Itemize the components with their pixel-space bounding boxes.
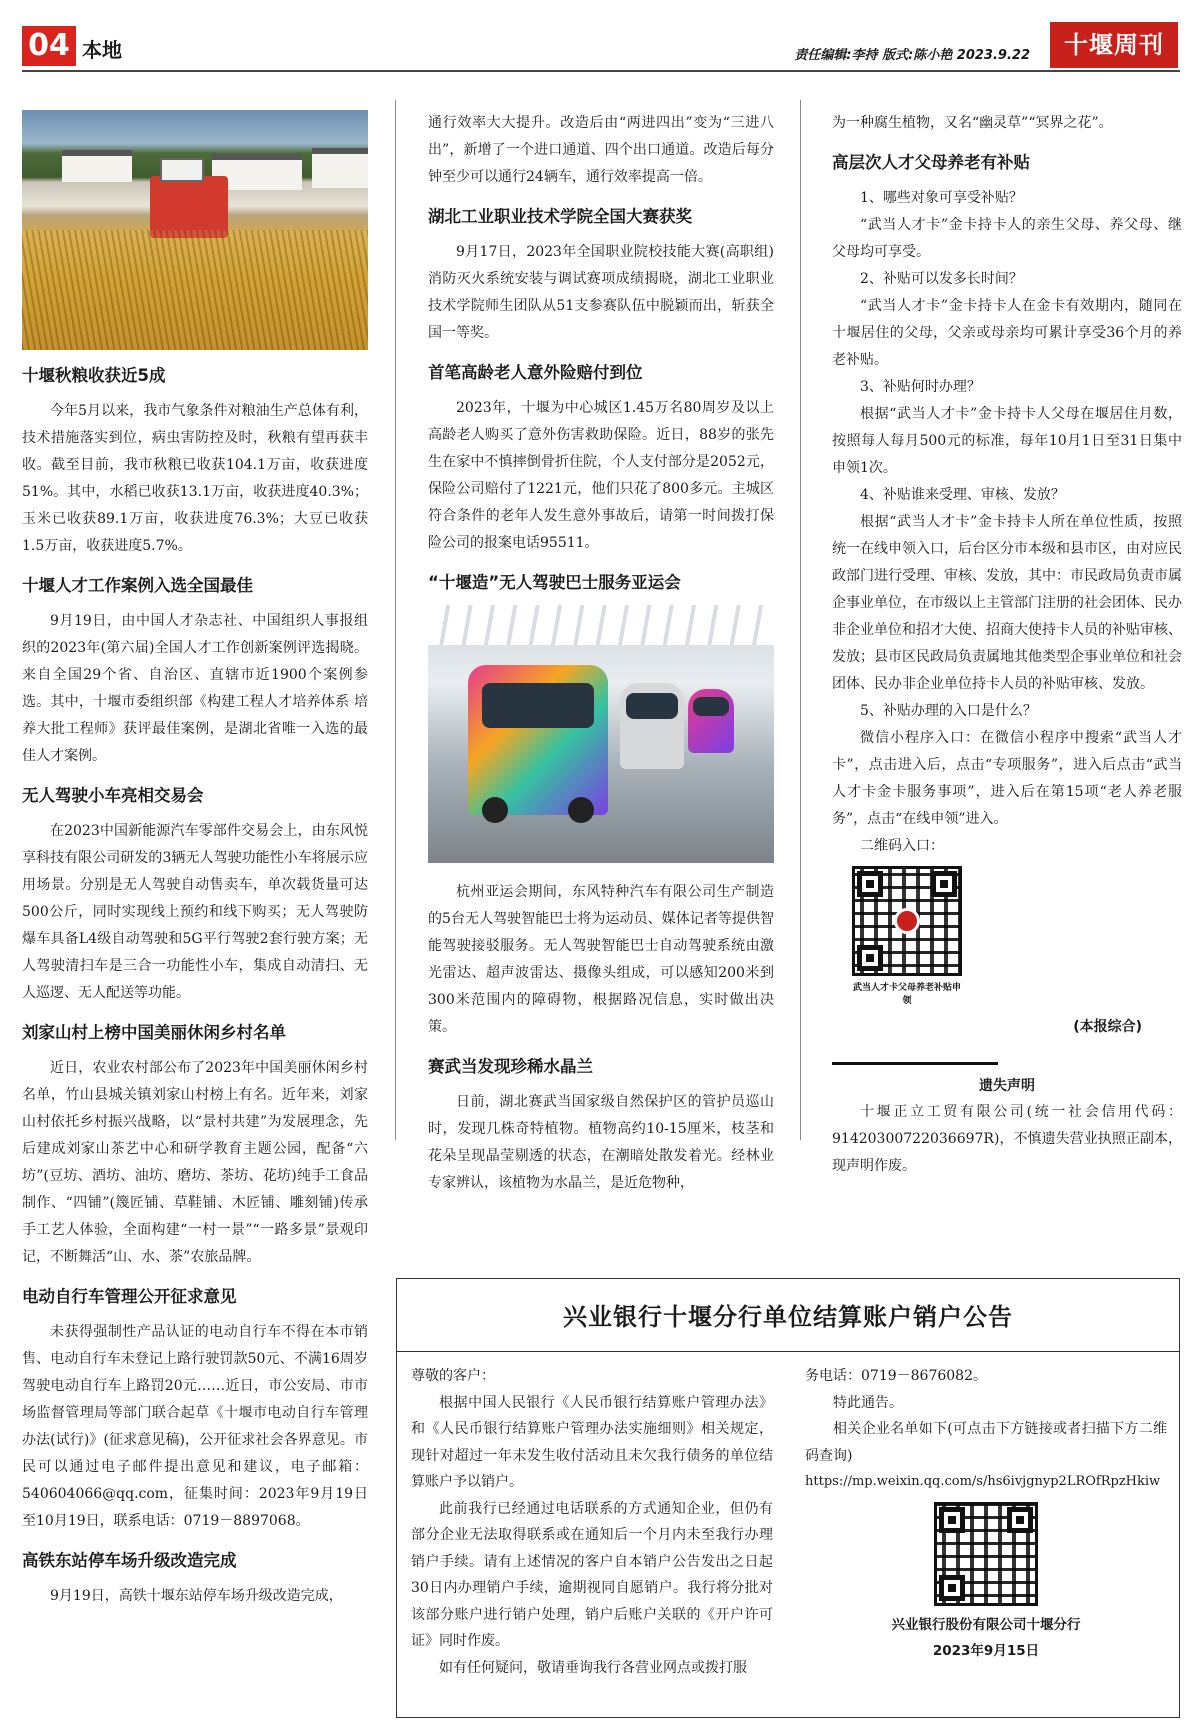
subsidy-answer: 根据“武当人才卡”金卡持卡人父母在堰居住月数，按照每人每月500元的标准，每年10月1日至31日集中申领1次。 <box>832 406 1182 476</box>
bank-link[interactable]: https://mp.weixin.qq.com/s/hs6ivjgnyp2LROfRpzHkiw <box>805 1474 1161 1489</box>
harvester-shape <box>150 176 228 238</box>
article-body: 今年5月以来，我市气象条件对粮油生产总体有利，技术措施落实到位，病虫害防控及时，秋粮有望再获丰收。截至目前，我市秋粮已收获104.1万亩，收获进度51%。其中，水稻已收获13.1万亩，收获进度40.3%；玉米已收获89.1万亩，收获进度76.3%；大豆已收获1.5万亩，收获进度5.7%。 <box>22 403 368 554</box>
bank-greeting: 尊敬的客户： <box>411 1368 495 1384</box>
notice-rule <box>832 1062 998 1065</box>
lost-notice-body: 十堰正立工贸有限公司(统一社会信用代码：91420300722036697R)，不慎遗失营业执照正副本，现声明作废。 <box>832 1104 1182 1174</box>
article-title: 刘家山村上榜中国美丽休闲乡村名单 <box>22 1023 286 1042</box>
article-title: 十堰秋粮收获近5成 <box>22 366 166 385</box>
bank-title-rule <box>397 1351 1179 1352</box>
article-body: 日前，湖北赛武当国家级自然保护区的管护员巡山时，发现几株奇特植物。植物高约10-15厘米，枝茎和花朵呈现晶莹剔透的状态，在潮暗处散发着光。经林业专家辨认，该植物为水晶兰，是近危物种， <box>428 1094 774 1191</box>
seal-icon <box>894 908 920 934</box>
bank-paragraph: 此前我行已经通过电话联系的方式通知企业，但仍有部分企业无法取得联系或在通知后一个月内未至我行办理销户手续。请有上述情况的客户自本销户公告发出之日起30日内办理销户手续，逾期视同自愿销户。我行将分批对该部分账户进行销户处理，销户后账户关联的《开户许可证》同时作废。 <box>411 1500 773 1649</box>
article-body: 通行效率大大提升。改造后由“两进四出”变为“三进八出”，新增了一个进口通道、四个出口通道。改造后每分钟至少可以通行24辆车，通行效率提高一倍。 <box>428 115 774 185</box>
article-body: 杭州亚运会期间，东风特种汽车有限公司生产制造的5台无人驾驶智能巴士将为运动员、媒体记者等提供智能驾驶接驳服务。无人驾驶智能巴士自动驾驶系统由激光雷达、超声波雷达、摄像头组成，可以感知200米到300米范围内的障碍物，根据路况信息，实时做出决策。 <box>428 884 774 1035</box>
bank-paragraph: 相关企业名单如下(可点击下方链接或者扫描下方二维码查询) <box>805 1421 1167 1464</box>
bank-signature-org: 兴业银行股份有限公司十堰分行 <box>891 1616 1081 1633</box>
column-2 <box>428 110 774 1197</box>
article-title: 高铁东站停车场升级改造完成 <box>22 1551 237 1570</box>
subsidy-qr-label: 二维码入口： <box>860 838 944 854</box>
article-title: 湖北工业职业技术学院全国大赛获奖 <box>428 207 692 226</box>
bank-paragraph: 务电话：0719－8676082。 <box>805 1368 987 1384</box>
article-body: 2023年，十堰为中心城区1.45万名80周岁及以上高龄老人购买了意外伤害救助保险。近日，88岁的张先生在家中不慎摔倒骨折住院，个人支付部分是2052元，保险公司赔付了1221元，他们只花了800多元。主城区符合条件的老年人发生意外事故后，请第一时间拨打保险公司的报案电话95511。 <box>428 400 774 551</box>
subsidy-answer: 根据“武当人才卡”金卡持卡人所在单位性质，按照统一在线申领入口，后台区分市本级和县市区，由对应民政部门进行受理、审核、发放，其中：市民政局负责市属企事业单位，在市级以上主管部门注册的社会团体、民办非企业单位和招才大使、招商大使持卡人员的补贴审核、发放；县市区民政局负责属地其他类型企事业单位和社会团体、民办非企业单位持卡人员的补贴审核、发放。 <box>832 514 1182 692</box>
column-divider-1 <box>395 100 396 1140</box>
subsidy-question: 2、补贴可以发多长时间？ <box>860 271 1023 287</box>
article-title: 十堰人才工作案例入选全国最佳 <box>22 576 253 595</box>
article-body: 9月19日，由中国人才杂志社、中国组织人事报组织的2023年(第六届)全国人才工作创新案例评选揭晓。来自全国29个省、自治区、直辖市近1900个案例参选。其中，十堰市委组织部《构建工程人才培养体系 培养大批工程师》获评最佳案例，是湖北省唯一入选的最佳人才案例。 <box>22 613 368 764</box>
editor-line: 责任编辑:李持 版式:陈小艳 2023.9.22 <box>794 48 1030 63</box>
bank-paragraph: 如有任何疑问，敬请垂询我行各营业网点或拨打服 <box>439 1659 747 1676</box>
bank-announcement-title: 兴业银行十堰分行单位结算账户销户公告 <box>563 1302 1013 1331</box>
article-body: 9月17日，2023年全国职业院校技能大赛(高职组)消防灭火系统安装与调试赛项成绩揭晓，湖北工业职业技术学院师生团队从51支参赛队伍中脱颖而出，斩获全国一等奖。 <box>428 244 774 341</box>
column-3 <box>832 110 1182 1180</box>
article-title: 无人驾驶小车亮相交易会 <box>22 786 204 805</box>
article-body: 在2023中国新能源汽车零部件交易会上，由东风悦享科技有限公司研发的3辆无人驾驶功能性小车将展示应用场景。分别是无人驾驶自动售卖车，单次载货量可达500公斤，同时实现线上预约和线下购买；无人驾驶防爆车具备L4级自动驾驶和5G平行驾驶2套行驶方案；无人驾驶清扫车是三合一功能性小车，集成自动清扫、无人巡逻、无人配送等功能。 <box>22 823 368 1001</box>
article-body: 为一种腐生植物，又名“幽灵草”“冥界之花”。 <box>832 115 1113 131</box>
rice-harvest-photo <box>22 110 368 350</box>
bank-paragraph: 特此通告。 <box>833 1394 903 1411</box>
article-body: 未获得强制性产品认证的电动自行车不得在本市销售、电动自行车未登记上路行驶罚款50元、不满16周岁驾驶电动自行车上路罚20元……近日，市公安局、市市场监督管理局等部门联合起草《十堰市电动自行车管理办法(试行)》(征求意见稿)，公开征求社会各界意见。市民可以通过电子邮件提出意见和建议，电子邮箱：540604066@qq.com，征集时间：2023年9月19日至10月19日，联系电话：0719－8897068。 <box>22 1324 368 1529</box>
article-body: 9月19日，高铁十堰东站停车场升级改造完成， <box>50 1588 343 1604</box>
masthead-logo: 十堰周刊 <box>1050 22 1178 68</box>
subsidy-question: 3、补贴何时办理？ <box>860 379 981 395</box>
subsidy-qr-code[interactable] <box>852 866 962 976</box>
section-name: 本地 <box>82 38 122 62</box>
bank-paragraph: 根据中国人民银行《人民币银行结算账户管理办法》和《人民币银行结算账户管理办法实施细则》相关规定，现针对超过一年未发生收付活动且未欠我行债务的单位结算账户予以销户。 <box>411 1394 773 1490</box>
bank-column-2 <box>805 1363 1167 1664</box>
column-divider-2 <box>800 100 801 1140</box>
article-title: “十堰造”无人驾驶巴士服务亚运会 <box>428 573 681 592</box>
bank-signature-date: 2023年9月15日 <box>932 1642 1040 1659</box>
subsidy-question: 1、哪些对象可享受补贴？ <box>860 190 1023 206</box>
subsidy-answer: 微信小程序入口：在微信小程序中搜索“武当人才卡”，点击进入后，点击“专项服务”，进入后点击“武当人才卡金卡服务事项”，进入后在第15项“老人养老服务”，点击“在线申领”进入。 <box>832 730 1182 827</box>
article-title: 电动自行车管理公开征求意见 <box>22 1287 237 1306</box>
page-number: 04 <box>22 26 76 66</box>
subsidy-question: 5、补贴办理的入口是什么？ <box>860 703 1037 719</box>
subsidy-answer: “武当人才卡”金卡持卡人的亲生父母、养父母、继父母均可享受。 <box>832 217 1182 260</box>
qr-caption: 武当人才卡父母养老补贴申领 <box>852 983 961 1006</box>
autonomous-bus-photo <box>428 605 774 863</box>
article-title: 高层次人才父母养老有补贴 <box>832 153 1030 172</box>
bank-qr-code[interactable] <box>934 1502 1038 1606</box>
article-body: 近日，农业农村部公布了2023年中国美丽休闲乡村名单，竹山县城关镇刘家山村榜上有名。近年来，刘家山村依托乡村振兴战略，以“景村共建”为发展理念，先后建成刘家山茶艺中心和研学教育主题公园，配备“六坊”(豆坊、酒坊、油坊、磨坊、茶坊、花坊)纯手工食品制作、“四铺”(篾匠铺、草鞋铺、木匠铺、雕刻铺)传承手工艺人体验，全面构建“一村一景”“一路多景”景观印记，不断舞活“山、水、茶”农旅品牌。 <box>22 1060 368 1265</box>
bank-column-1 <box>411 1363 773 1681</box>
page-header <box>22 20 1180 72</box>
bank-announcement <box>396 1278 1180 1718</box>
article-title: 首笔高龄老人意外险赔付到位 <box>428 363 643 382</box>
lost-notice-title: 遗失声明 <box>979 1078 1035 1094</box>
source-credit: (本报综合) <box>1073 1019 1142 1035</box>
subsidy-answer: “武当人才卡”金卡持卡人在金卡有效期内，随同在十堰居住的父母，父亲或母亲均可累计享受36个月的养老补贴。 <box>832 298 1182 368</box>
column-1 <box>22 110 368 1610</box>
subsidy-question: 4、补贴谁来受理、审核、发放？ <box>860 487 1065 503</box>
article-title: 赛武当发现珍稀水晶兰 <box>428 1057 593 1076</box>
